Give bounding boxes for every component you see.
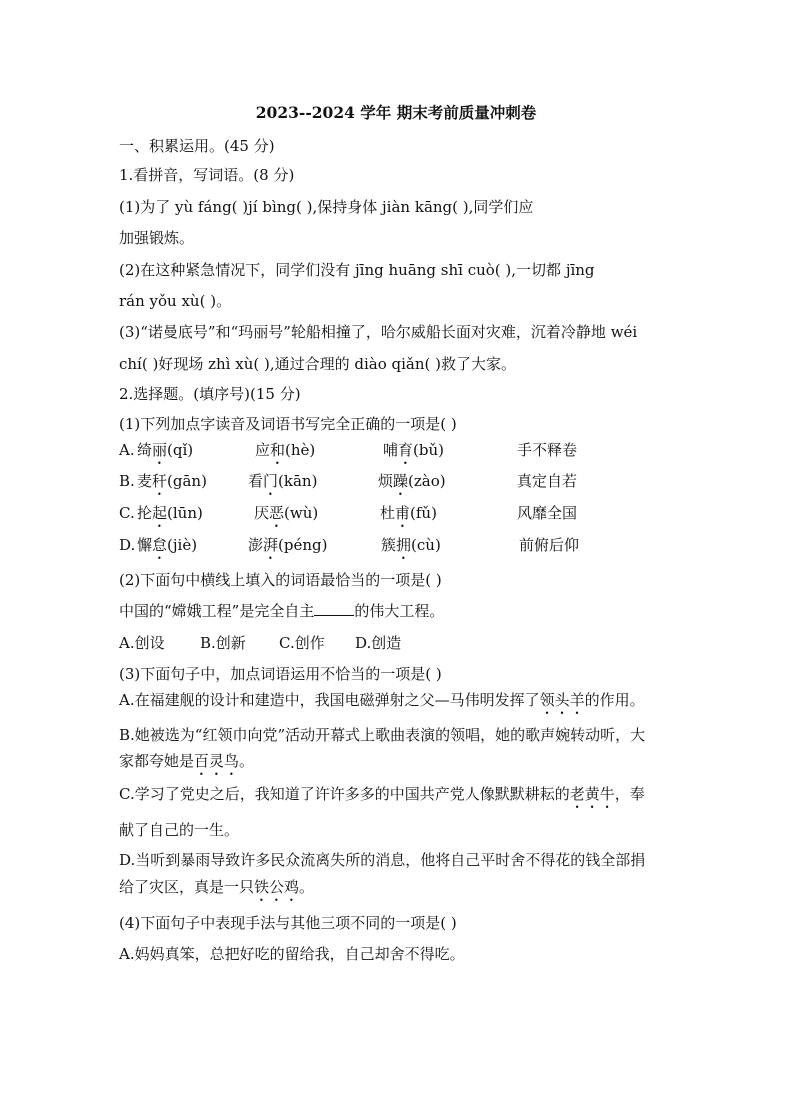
q2-p3-option-d-line2: 给了灾区，真是一只铁公鸡。 — [119, 878, 315, 896]
option-choice: D.创造 — [355, 634, 402, 652]
q2-p3-option-b-line1: B.她被选为“红领巾向党”活动开幕式上歌曲表演的领唱，她的歌声婉转动听，大 — [119, 726, 646, 744]
q1-heading: 1.看拼音，写词语。(8 分) — [119, 166, 295, 184]
q2-p3-option-a: A.在福建舰的设计和建造中，我国电磁弹射之父—马伟明发挥了领头羊的作用。 — [119, 691, 645, 709]
option-letter: D. — [119, 536, 136, 554]
section-heading: 一、积累运用。(45 分) — [119, 137, 275, 155]
option-word: 簇拥(cù) — [381, 536, 441, 554]
option-word: 抡起(lūn) — [137, 504, 203, 522]
option-letter: A. — [119, 441, 135, 459]
option-word: 厌恶(wù) — [254, 504, 319, 522]
option-choice: C.创作 — [279, 634, 325, 652]
option-word: 手不释卷 — [517, 441, 578, 459]
q2-p3-option-c-line2: 献了自己的一生。 — [119, 821, 240, 839]
q2-p4-stem: (4)下面句子中表现手法与其他三项不同的一项是( ) — [119, 914, 457, 932]
option-word: 懈怠(jiè) — [137, 536, 198, 554]
q1-s2-line1: (2)在这种紧急情况下，同学们没有 jīng huāng shī cuò( ),一切都 jīng — [119, 261, 595, 279]
option-word: 看门(kān) — [248, 472, 318, 490]
option-word: 应和(hè) — [255, 441, 316, 459]
option-letter: C. — [119, 504, 135, 522]
q1-s2-line2: rán yǒu xù( )。 — [119, 292, 232, 310]
q2-p1-stem: (1)下列加点字读音及词语书写完全正确的一项是( ) — [119, 415, 457, 433]
option-word: 绮丽(qǐ) — [137, 441, 194, 459]
option-word: 前俯后仰 — [519, 536, 580, 554]
option-word: 杜甫(fǔ) — [380, 504, 437, 522]
option-letter: B. — [119, 472, 135, 490]
option-word: 真定自若 — [517, 472, 578, 490]
q2-p3-option-b-line2: 家都夸她是百灵鸟。 — [119, 752, 255, 770]
q2-heading: 2.选择题。(填序号)(15 分) — [119, 385, 301, 403]
q1-s1-line2: 加强锻炼。 — [119, 229, 195, 247]
q2-p2-sentence: 中国的“嫦娥工程”是完全自主 的伟大工程。 — [119, 602, 445, 620]
option-choice: B.创新 — [200, 634, 246, 652]
option-word: 澎湃(péng) — [248, 536, 328, 554]
q2-p3-option-d-line1: D.当听到暴雨导致许多民众流离失所的消息，他将自己平时舍不得花的钱全部捐 — [119, 851, 646, 869]
q2-p3-stem: (3)下面句子中，加点词语运用不恰当的一项是( ) — [119, 665, 442, 683]
option-word: 风靡全国 — [517, 504, 578, 522]
option-word: 麦秆(gān) — [137, 472, 207, 490]
q2-p3-option-c-line1: C.学习了党史之后，我知道了许许多多的中国共产党人像默默耕耘的老黄牛，奉 — [119, 785, 645, 803]
q2-p2-stem: (2)下面句中横线上填入的词语最恰当的一项是( ) — [119, 571, 442, 589]
q2-p4-option-a: A.妈妈真笨，总把好吃的留给我，自己却舍不得吃。 — [119, 945, 465, 963]
option-word: 哺育(bǔ) — [383, 441, 444, 459]
q1-s1-line1: (1)为了 yù fáng( )jí bìng( ),保持身体 jiàn kāng( ),同学们应 — [119, 198, 534, 216]
q1-s3-line2: chí( )好现场 zhì xù( ),通过合理的 diào qiǎn( )救了大家。 — [119, 355, 516, 373]
option-choice: A.创设 — [119, 634, 165, 652]
answer-blank — [314, 602, 354, 616]
q1-s3-line1: (3)“诺曼底号”和“玛丽号”轮船相撞了，哈尔威船长面对灾难，沉着冷静地 wéi — [119, 323, 638, 341]
exam-title: 2023--2024 学年 期末考前质量冲刺卷 — [255, 103, 537, 122]
option-word: 烦躁(zào) — [378, 472, 446, 490]
